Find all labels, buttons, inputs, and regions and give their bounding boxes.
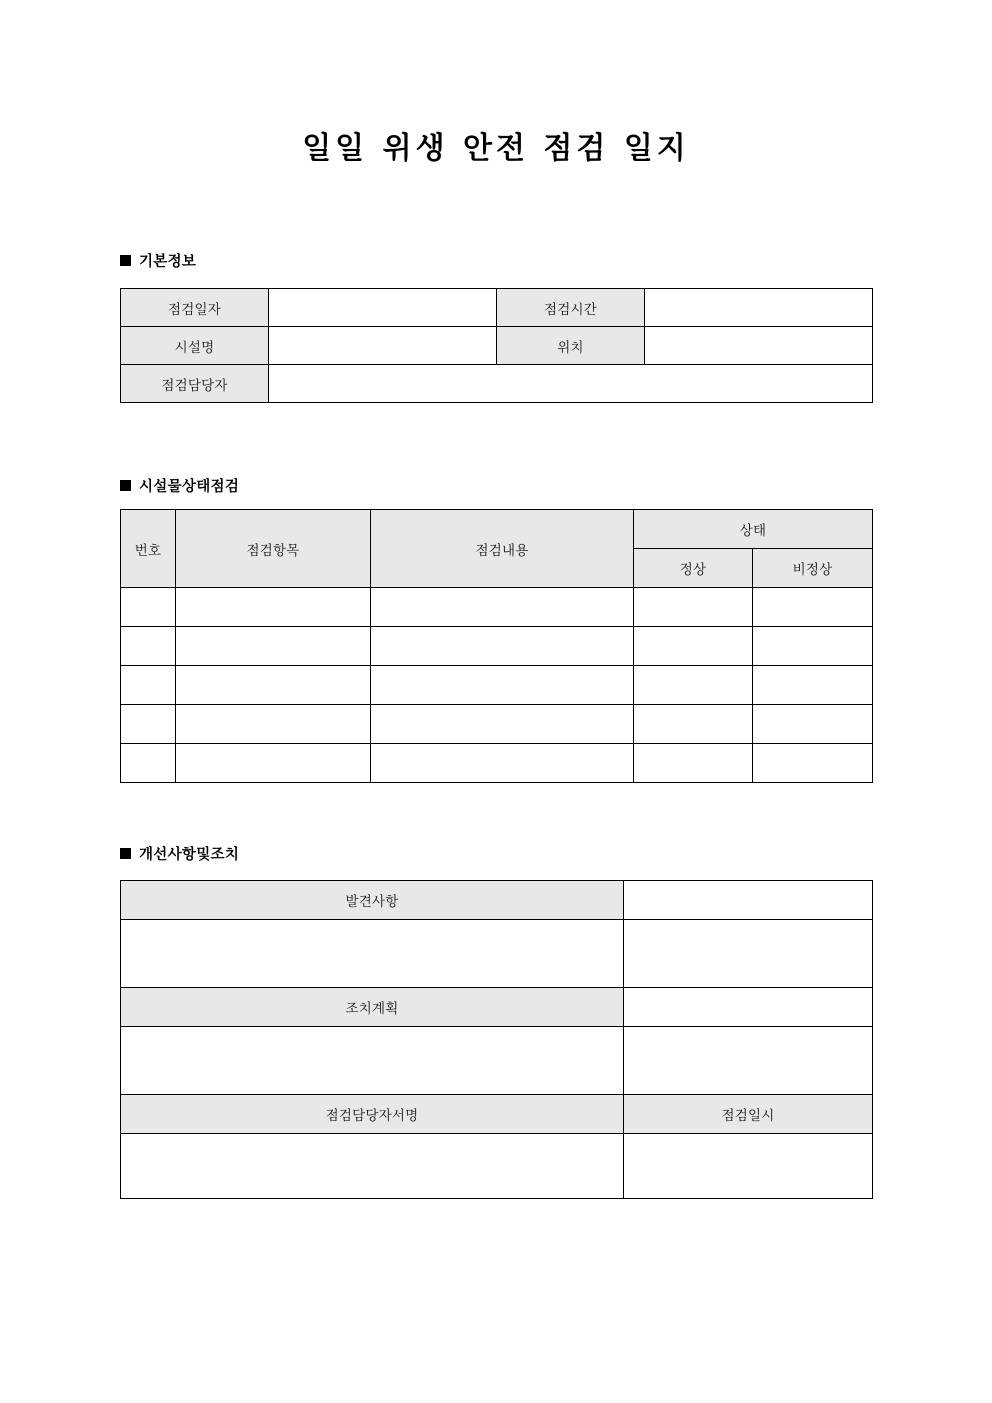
table-header-row xyxy=(121,510,873,549)
column-header-status-group: 상태 xyxy=(634,510,873,549)
cell-status-abnormal[interactable] xyxy=(753,744,873,783)
table-row xyxy=(121,666,873,705)
table-row xyxy=(121,627,873,666)
column-header-status-normal: 정상 xyxy=(634,549,753,588)
cell-status-abnormal[interactable] xyxy=(753,627,873,666)
improvement-action-table xyxy=(120,880,873,1199)
cell-item[interactable] xyxy=(176,666,371,705)
table-row xyxy=(121,289,873,327)
cell-no[interactable] xyxy=(121,666,176,705)
filled-square-icon xyxy=(120,848,131,859)
cell-status-abnormal[interactable] xyxy=(753,588,873,627)
cell-item[interactable] xyxy=(176,627,371,666)
table-row xyxy=(121,881,873,920)
table-row xyxy=(121,1134,873,1199)
filled-square-icon xyxy=(120,255,131,266)
cell-content[interactable] xyxy=(371,705,634,744)
field-inspection-time[interactable] xyxy=(645,289,873,327)
cell-status-normal[interactable] xyxy=(634,744,753,783)
field-findings[interactable] xyxy=(121,920,624,988)
section-heading-facility xyxy=(120,475,239,496)
field-findings-side-body[interactable] xyxy=(624,920,873,988)
field-findings-side[interactable] xyxy=(624,881,873,920)
cell-no[interactable] xyxy=(121,627,176,666)
cell-content[interactable] xyxy=(371,744,634,783)
cell-no[interactable] xyxy=(121,705,176,744)
cell-status-normal[interactable] xyxy=(634,588,753,627)
cell-status-normal[interactable] xyxy=(634,705,753,744)
table-row xyxy=(121,365,873,403)
table-row xyxy=(121,988,873,1027)
table-row xyxy=(121,1095,873,1134)
column-header-no: 번호 xyxy=(121,510,176,588)
table-row xyxy=(121,705,873,744)
column-header-item: 점검항목 xyxy=(176,510,371,588)
table-row xyxy=(121,588,873,627)
label-inspector-signature: 점검담당자서명 xyxy=(121,1095,624,1134)
section-heading-basic xyxy=(120,250,196,271)
cell-no[interactable] xyxy=(121,588,176,627)
cell-content[interactable] xyxy=(371,666,634,705)
cell-status-normal[interactable] xyxy=(634,627,753,666)
field-action-plan-side-body[interactable] xyxy=(624,1027,873,1095)
table-row xyxy=(121,1027,873,1095)
cell-item[interactable] xyxy=(176,588,371,627)
table-row xyxy=(121,744,873,783)
section-heading-facility-label: 시설물상태점검 xyxy=(139,479,240,495)
label-facility-name: 시설명 xyxy=(121,327,269,365)
column-header-content: 점검내용 xyxy=(371,510,634,588)
page-title: 일일 위생 안전 점검 일지 xyxy=(302,131,690,166)
cell-content[interactable] xyxy=(371,627,634,666)
column-header-status-abnormal: 비정상 xyxy=(753,549,873,588)
field-action-plan-side[interactable] xyxy=(624,988,873,1027)
field-facility-name[interactable] xyxy=(269,327,497,365)
label-findings: 발견사항 xyxy=(121,881,624,920)
label-inspector: 점검담당자 xyxy=(121,365,269,403)
field-location[interactable] xyxy=(645,327,873,365)
table-row xyxy=(121,327,873,365)
basic-info-table xyxy=(120,288,873,403)
label-action-plan: 조치계획 xyxy=(121,988,624,1027)
field-inspector[interactable] xyxy=(269,365,873,403)
filled-square-icon xyxy=(120,480,131,491)
cell-no[interactable] xyxy=(121,744,176,783)
cell-item[interactable] xyxy=(176,705,371,744)
cell-status-normal[interactable] xyxy=(634,666,753,705)
label-location: 위치 xyxy=(497,327,645,365)
field-inspection-date[interactable] xyxy=(269,289,497,327)
field-action-plan[interactable] xyxy=(121,1027,624,1095)
cell-item[interactable] xyxy=(176,744,371,783)
label-inspection-date: 점검일자 xyxy=(121,289,269,327)
cell-content[interactable] xyxy=(371,588,634,627)
field-inspector-signature[interactable] xyxy=(121,1134,624,1199)
cell-status-abnormal[interactable] xyxy=(753,666,873,705)
cell-status-abnormal[interactable] xyxy=(753,705,873,744)
label-inspection-datetime: 점검일시 xyxy=(624,1095,873,1134)
label-inspection-time: 점검시간 xyxy=(497,289,645,327)
section-heading-basic-label: 기본정보 xyxy=(139,254,197,270)
section-heading-improvement xyxy=(120,843,239,864)
facility-inspection-table xyxy=(120,509,873,783)
field-inspection-datetime[interactable] xyxy=(624,1134,873,1199)
table-row xyxy=(121,920,873,988)
section-heading-improvement-label: 개선사항및조치 xyxy=(139,847,240,863)
